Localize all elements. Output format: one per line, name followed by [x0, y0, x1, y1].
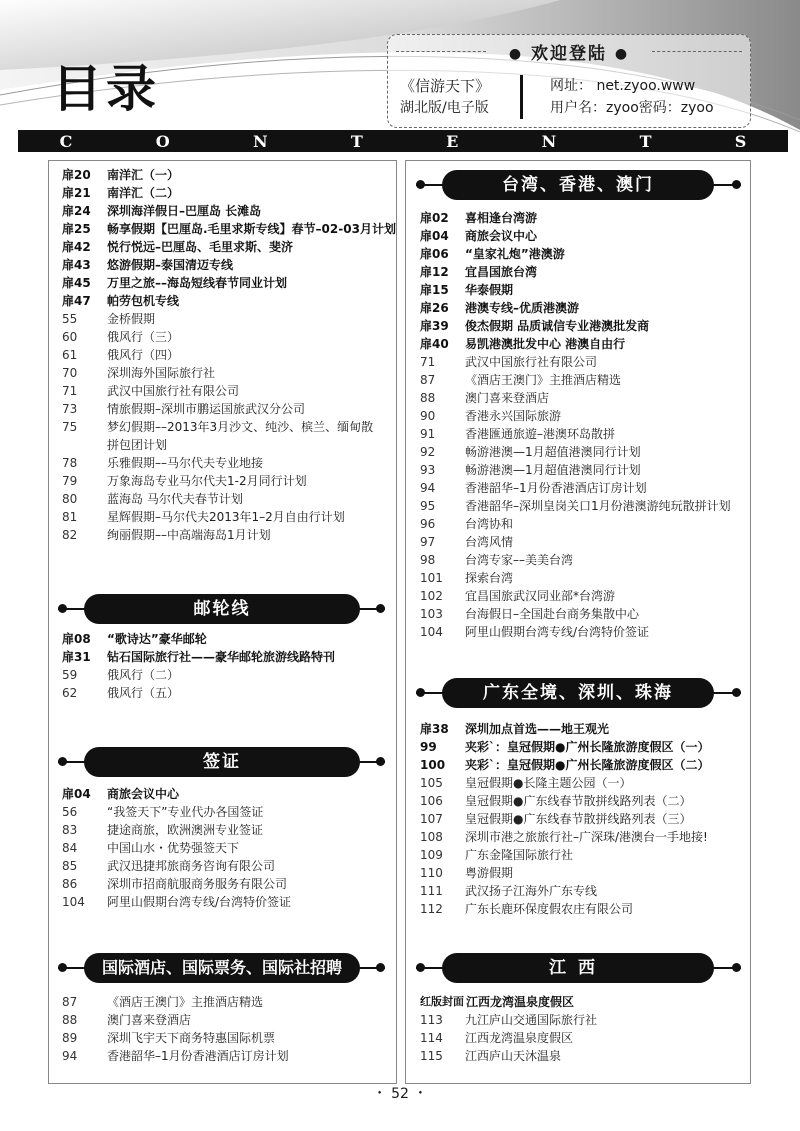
toc-entry-title: 俄风行（五）	[107, 686, 180, 700]
toc-page-number: 扉39	[420, 319, 449, 333]
toc-page-number: 红版封面	[420, 995, 464, 1008]
toc-entry-title: 深圳海洋假日–巴厘岛 长滩岛	[107, 204, 262, 218]
toc-entry-title: 香港韶华–1月份香港酒店订房计划	[465, 481, 647, 495]
toc-entry[interactable]	[420, 756, 745, 774]
toc-entry[interactable]	[420, 828, 745, 846]
toc-entry[interactable]	[62, 684, 387, 702]
toc-entry[interactable]	[420, 263, 745, 281]
toc-entry-title: 俄风行（二）	[107, 668, 180, 682]
toc-page-number: 88	[62, 1013, 78, 1027]
toc-entry-title: 武汉扬子江海外广东专线	[465, 884, 598, 898]
toc-page-number: 107	[420, 812, 443, 826]
toc-page-number: 扉26	[420, 301, 449, 315]
toc-entry[interactable]	[420, 864, 745, 882]
toc-entry[interactable]	[62, 821, 387, 839]
toc-entry-title: 澳门喜来登酒店	[107, 1013, 192, 1027]
toc-entry[interactable]	[62, 1047, 387, 1065]
toc-entry-title: 星辉假期–马尔代夫2013年1–2月自由行计划	[107, 510, 345, 524]
toc-entry[interactable]	[420, 335, 745, 353]
toc-page-number: 85	[62, 859, 78, 873]
toc-entry[interactable]	[62, 238, 387, 256]
toc-page-number: 61	[62, 348, 78, 362]
toc-entry[interactable]	[62, 166, 387, 184]
toc-entry-title: 台湾协和	[465, 517, 514, 531]
toc-entry-title: 《酒店王澳门》主推酒店精选	[107, 995, 264, 1009]
toc-page-number: 71	[420, 355, 436, 369]
toc-page-number: 91	[420, 427, 436, 441]
toc-entry-title: 悠游假期–泰国清迈专线	[107, 258, 234, 272]
section-visa	[62, 785, 387, 911]
toc-entry[interactable]	[420, 515, 745, 533]
toc-entry[interactable]	[62, 1029, 387, 1047]
toc-entry[interactable]	[62, 630, 387, 648]
toc-page-number: 99	[420, 740, 437, 754]
toc-entry-title: 皇冠假期●广东线春节散拼线路列表（二）	[465, 794, 692, 808]
toc-entry-title: 金桥假期	[107, 312, 156, 326]
banner-visa-title: 签证	[84, 747, 360, 777]
toc-entry[interactable]	[420, 209, 745, 227]
toc-entry-title: 香港韶华–深圳皇岗关口1月份港澳游纯玩散拼计划	[465, 499, 731, 513]
toc-entry-title: “歌诗达”豪华邮轮	[107, 632, 207, 646]
toc-entry[interactable]	[420, 738, 745, 756]
bullet-icon: ●	[614, 46, 630, 62]
toc-page-number: 扉12	[420, 265, 449, 279]
toc-page-number: 89	[62, 1031, 78, 1045]
banner-guangdong	[416, 678, 741, 708]
toc-page-number: 108	[420, 830, 443, 844]
toc-entry-title: 武汉中国旅行社有限公司	[107, 384, 240, 398]
section-taiwan-hk-macau	[420, 209, 745, 641]
toc-page-number: 97	[420, 535, 436, 549]
toc-entry[interactable]	[62, 785, 387, 803]
toc-entry[interactable]	[420, 299, 745, 317]
section-island-travel	[62, 166, 396, 544]
toc-page-number: 78	[62, 456, 78, 470]
toc-page-number: 80	[62, 492, 78, 506]
toc-page-number: 扉25	[62, 222, 91, 236]
toc-page-number: 92	[420, 445, 436, 459]
contents-letter: S	[734, 131, 747, 151]
toc-entry[interactable]	[62, 418, 387, 454]
toc-entry[interactable]	[420, 605, 745, 623]
toc-entry[interactable]	[420, 810, 745, 828]
toc-entry[interactable]	[62, 364, 387, 382]
toc-entry-title: 港澳专线–优质港澳游	[465, 301, 580, 315]
toc-entry-title: “皇家礼炮”港澳游	[465, 247, 565, 261]
toc-entry[interactable]	[420, 792, 745, 810]
banner-guangdong-title: 广东全境、深圳、珠海	[442, 678, 714, 708]
toc-page-number: 扉43	[62, 258, 91, 272]
toc-entry[interactable]	[62, 526, 387, 544]
toc-entry[interactable]	[62, 648, 387, 666]
toc-entry-title: 深圳市港之旅旅行社–广深珠/港澳台一手地接!	[465, 830, 708, 844]
toc-entry-title: 夹彩`：皇冠假期●广州长隆旅游度假区（二）	[465, 758, 710, 772]
toc-entry-title: 深圳市招商航服商务服务有限公司	[107, 877, 288, 891]
toc-entry[interactable]	[62, 256, 387, 274]
toc-page-number: 71	[62, 384, 78, 398]
toc-entry-title: 宜昌国旅台湾	[465, 265, 538, 279]
toc-page-number: 60	[62, 330, 78, 344]
toc-entry-title: “我签天下”专业代办各国签证	[107, 805, 264, 819]
banner-taiwan	[416, 170, 741, 200]
bullet-icon: ●	[508, 46, 524, 62]
toc-entry[interactable]	[420, 774, 745, 792]
toc-page-number: 扉47	[62, 294, 91, 308]
toc-entry-title: 《酒店王澳门》主推酒店精选	[465, 373, 622, 387]
toc-page-number: 95	[420, 499, 436, 513]
toc-page-number: 59	[62, 668, 78, 682]
toc-entry-title: 商旅会议中心	[465, 229, 538, 243]
toc-entry-title: 澳门喜来登酒店	[465, 391, 550, 405]
toc-page-number: 扉21	[62, 186, 91, 200]
section-cruise	[62, 630, 387, 702]
toc-entry[interactable]	[62, 382, 387, 400]
toc-entry-title: 万里之旅––海岛短线春节同业计划	[107, 276, 288, 290]
toc-entry-title: 蓝海岛 马尔代夫春节计划	[107, 492, 243, 506]
toc-entry[interactable]	[62, 875, 387, 893]
page-title: 目录	[52, 60, 160, 118]
toc-page-number: 扉24	[62, 204, 91, 218]
toc-page-number: 102	[420, 589, 443, 603]
toc-entry[interactable]	[420, 389, 745, 407]
contents-letter: C	[59, 131, 73, 151]
toc-entry[interactable]	[420, 720, 745, 738]
toc-entry[interactable]	[62, 310, 387, 328]
section-hotel	[62, 993, 387, 1065]
banner-visa	[58, 747, 385, 777]
toc-entry[interactable]	[420, 281, 745, 299]
toc-entry-title: 悦行悦远–巴厘岛、毛里求斯、斐济	[107, 240, 294, 254]
toc-page-number: 94	[62, 1049, 78, 1063]
magazine-edition: 湖北版/电子版	[400, 100, 489, 116]
toc-entry-title: 香港永兴国际旅游	[465, 409, 562, 423]
login-title	[388, 39, 750, 64]
toc-page-number: 84	[62, 841, 78, 855]
toc-page-number: 86	[62, 877, 78, 891]
toc-entry-title: 台海假日–全国赴台商务集散中心	[465, 607, 640, 621]
toc-entry[interactable]	[420, 371, 745, 389]
toc-entry[interactable]	[420, 882, 745, 900]
toc-entry[interactable]	[62, 839, 387, 857]
toc-page-number: 111	[420, 884, 443, 898]
toc-entry-title: 阿里山假期台湾专线/台湾特价签证	[107, 895, 292, 909]
toc-entry-title: 深圳加点首选——地王观光	[465, 722, 610, 736]
toc-entry[interactable]	[62, 274, 387, 292]
toc-entry[interactable]	[420, 443, 745, 461]
contents-letter: N	[252, 131, 268, 151]
dashed-rule	[652, 51, 742, 52]
toc-entry[interactable]	[420, 497, 745, 515]
toc-entry-title: 皇冠假期●广东线春节散拼线路列表（三）	[465, 812, 692, 826]
toc-entry-title: 宜昌国旅武汉同业部*台湾游	[465, 589, 616, 603]
toc-page-number: 101	[420, 571, 443, 585]
toc-page-number: 94	[420, 481, 436, 495]
toc-page-number: 扉42	[62, 240, 91, 254]
toc-entry-title: 捷途商旅，欧洲澳洲专业签证	[107, 823, 264, 837]
toc-page-number: 扉04	[62, 787, 91, 801]
toc-entry-title: 香港匯通旅遊–港澳环岛散拼	[465, 427, 616, 441]
toc-entry[interactable]	[420, 353, 745, 371]
toc-entry[interactable]	[62, 202, 387, 220]
toc-page-number: 114	[420, 1031, 443, 1045]
toc-page-number: 扉45	[62, 276, 91, 290]
toc-entry-title: 俊杰假期 品质诚信专业港澳批发商	[465, 319, 650, 333]
toc-page-number: 87	[62, 995, 78, 1009]
toc-entry[interactable]	[420, 227, 745, 245]
toc-entry[interactable]	[420, 245, 745, 263]
section-guangdong	[420, 720, 745, 918]
toc-page-number: 扉20	[62, 168, 91, 182]
toc-entry-title: 武汉迅捷邦旅商务咨询有限公司	[107, 859, 276, 873]
toc-page-number: 109	[420, 848, 443, 862]
magazine-info	[400, 75, 490, 119]
toc-entry-title: 台湾专家––美美台湾	[465, 553, 574, 567]
toc-entry-title: 深圳海外国际旅行社	[107, 366, 216, 380]
toc-page-number: 112	[420, 902, 443, 916]
banner-cruise	[58, 594, 385, 624]
toc-entry[interactable]	[62, 454, 387, 472]
toc-entry[interactable]	[62, 220, 396, 238]
toc-entry[interactable]	[420, 1047, 745, 1065]
toc-entry-title: 畅游港澳—1月超值港澳同行计划	[465, 445, 641, 459]
dashed-rule	[396, 51, 486, 52]
toc-entry[interactable]	[420, 407, 745, 425]
toc-entry-title: 易凯港澳批发中心 港澳自由行	[465, 337, 626, 351]
toc-entry-title: 台湾风情	[465, 535, 514, 549]
toc-entry-title: 万象海岛专业马尔代夫1-2月同行计划	[107, 474, 307, 488]
toc-entry-title: 中国山水・优势强签天下	[107, 841, 240, 855]
section-jiangxi	[420, 993, 745, 1065]
toc-entry[interactable]	[62, 666, 387, 684]
toc-page-number: 56	[62, 805, 78, 819]
toc-page-number: 扉06	[420, 247, 449, 261]
toc-entry[interactable]	[62, 328, 387, 346]
toc-entry-title: 绚丽假期––中高端海岛1月计划	[107, 528, 271, 542]
toc-entry-title: 江西龙湾温泉度假区	[465, 1031, 574, 1045]
toc-page-number: 103	[420, 607, 443, 621]
toc-entry[interactable]	[420, 1011, 745, 1029]
contents-letter: N	[541, 131, 557, 151]
contents-letter: T	[639, 131, 652, 151]
login-title-text: 欢迎登陆	[531, 44, 607, 64]
contents-letter: T	[350, 131, 363, 151]
toc-page-number: 扉38	[420, 722, 449, 736]
site-info	[550, 75, 714, 119]
toc-entry-title: 南洋汇（二）	[107, 186, 180, 200]
toc-entry-title: 俄风行（四）	[107, 348, 180, 362]
toc-entry-title: 畅享假期【巴厘岛.毛里求斯专线】春节–02-03月计划	[107, 222, 396, 236]
toc-entry-title: 江西龙湾温泉度假区	[466, 995, 575, 1009]
toc-entry-title: 商旅会议中心	[107, 787, 180, 801]
toc-entry[interactable]	[420, 900, 745, 918]
toc-entry-title: 畅游港澳—1月超值港澳同行计划	[465, 463, 641, 477]
toc-entry-title: 皇冠假期●长隆主题公园（一）	[465, 776, 632, 790]
toc-entry-title: 阿里山假期台湾专线/台湾特价签证	[465, 625, 650, 639]
toc-page-number: 90	[420, 409, 436, 423]
toc-entry[interactable]	[62, 490, 387, 508]
toc-entry-title: 南洋汇（一）	[107, 168, 180, 182]
toc-entry-title: 粤游假期	[465, 866, 514, 880]
toc-page-number: 扉40	[420, 337, 449, 351]
toc-page-number: 83	[62, 823, 78, 837]
toc-page-number: 扉15	[420, 283, 449, 297]
banner-hotel-title: 国际酒店、国际票务、国际社招聘	[84, 953, 360, 983]
toc-page-number: 104	[62, 895, 85, 909]
toc-entry[interactable]	[62, 857, 387, 875]
toc-page-number: 87	[420, 373, 436, 387]
toc-page-number: 110	[420, 866, 443, 880]
toc-entry[interactable]	[420, 1029, 745, 1047]
toc-page-number: 75	[62, 420, 78, 434]
page-number: ・ 52 ・	[372, 1086, 428, 1102]
toc-entry-title: 梦幻假期––2013年3月沙文、纯沙、槟兰、缅甸散拼包团计划	[107, 420, 374, 452]
toc-page-number: 73	[62, 402, 78, 416]
magazine-name: 《信游天下》	[400, 77, 491, 95]
toc-entry-title: 钻石国际旅行社——豪华邮轮旅游线路特刊	[107, 650, 336, 664]
toc-page-number: 70	[62, 366, 78, 380]
toc-page-number: 扉31	[62, 650, 91, 664]
toc-entry[interactable]	[420, 551, 745, 569]
website-link[interactable]: 网址： net.zyoo.www	[550, 78, 696, 94]
contents-letter: O	[155, 131, 170, 151]
toc-entry[interactable]	[420, 587, 745, 605]
toc-entry[interactable]	[62, 508, 387, 526]
toc-page-number: 扉04	[420, 229, 449, 243]
toc-page-number: 98	[420, 553, 436, 567]
toc-page-number: 115	[420, 1049, 443, 1063]
toc-page-number: 79	[62, 474, 78, 488]
toc-entry[interactable]	[62, 893, 387, 911]
toc-page-number: 62	[62, 686, 78, 700]
toc-entry[interactable]	[420, 569, 745, 587]
banner-jiangxi	[416, 953, 741, 983]
toc-page-number: 100	[420, 758, 446, 772]
toc-page-number: 106	[420, 794, 443, 808]
toc-entry[interactable]	[62, 400, 387, 418]
toc-entry[interactable]	[62, 346, 387, 364]
toc-page-number: 105	[420, 776, 443, 790]
toc-entry-title: 华泰假期	[465, 283, 514, 297]
toc-entry-title: 香港韶华–1月份香港酒店订房计划	[107, 1049, 289, 1063]
toc-entry[interactable]	[62, 803, 387, 821]
vertical-divider	[520, 75, 523, 119]
toc-entry-title: 江西庐山天沐温泉	[465, 1049, 562, 1063]
banner-taiwan-title: 台湾、香港、澳门	[442, 170, 714, 200]
toc-page-number: 扉02	[420, 211, 449, 225]
toc-entry[interactable]	[62, 1011, 387, 1029]
banner-hotel	[58, 953, 385, 983]
toc-entry[interactable]	[420, 533, 745, 551]
toc-entry-title: 武汉中国旅行社有限公司	[465, 355, 598, 369]
toc-entry[interactable]	[420, 846, 745, 864]
toc-entry-title: 广东金隆国际旅行社	[465, 848, 574, 862]
toc-page-number: 55	[62, 312, 78, 326]
login-credentials: 用户名：zyoo密码：zyoo	[550, 100, 714, 116]
toc-page-number: 88	[420, 391, 436, 405]
toc-page-number: 113	[420, 1013, 443, 1027]
toc-page-number: 93	[420, 463, 436, 477]
toc-page-number: 96	[420, 517, 436, 531]
contents-letter: E	[446, 131, 459, 151]
toc-entry[interactable]	[420, 317, 745, 335]
toc-entry-title: 夹彩`：皇冠假期●广州长隆旅游度假区（一）	[465, 740, 710, 754]
toc-entry-title: 情旅假期–深圳市鹏运国旅武汉分公司	[107, 402, 306, 416]
toc-page-number: 104	[420, 625, 443, 639]
toc-entry[interactable]	[62, 292, 387, 310]
toc-page-number: 扉08	[62, 632, 91, 646]
toc-entry[interactable]	[420, 425, 745, 443]
toc-entry[interactable]	[420, 993, 745, 1011]
toc-entry-title: 深圳飞宇天下商务特惠国际机票	[107, 1031, 276, 1045]
toc-entry[interactable]	[62, 993, 387, 1011]
toc-entry[interactable]	[62, 472, 387, 490]
toc-entry-title: 广东长鹿环保度假农庄有限公司	[465, 902, 634, 916]
toc-entry-title: 探索台湾	[465, 571, 514, 585]
login-info-box	[387, 34, 751, 128]
toc-entry[interactable]	[420, 479, 745, 497]
banner-jiangxi-title: 江西	[442, 953, 714, 983]
toc-entry-title: 乐雅假期––马尔代夫专业地接	[107, 456, 264, 470]
banner-cruise-title: 邮轮线	[84, 594, 360, 624]
contents-banner	[18, 130, 788, 152]
toc-entry-title: 俄风行（三）	[107, 330, 180, 344]
toc-entry-title: 喜相逢台湾游	[465, 211, 538, 225]
toc-entry[interactable]	[62, 184, 387, 202]
toc-entry[interactable]	[420, 623, 745, 641]
toc-page-number: 81	[62, 510, 78, 524]
toc-entry[interactable]	[420, 461, 745, 479]
toc-entry-title: 九江庐山交通国际旅行社	[465, 1013, 598, 1027]
toc-page-number: 82	[62, 528, 78, 542]
toc-entry-title: 帕劳包机专线	[107, 294, 180, 308]
